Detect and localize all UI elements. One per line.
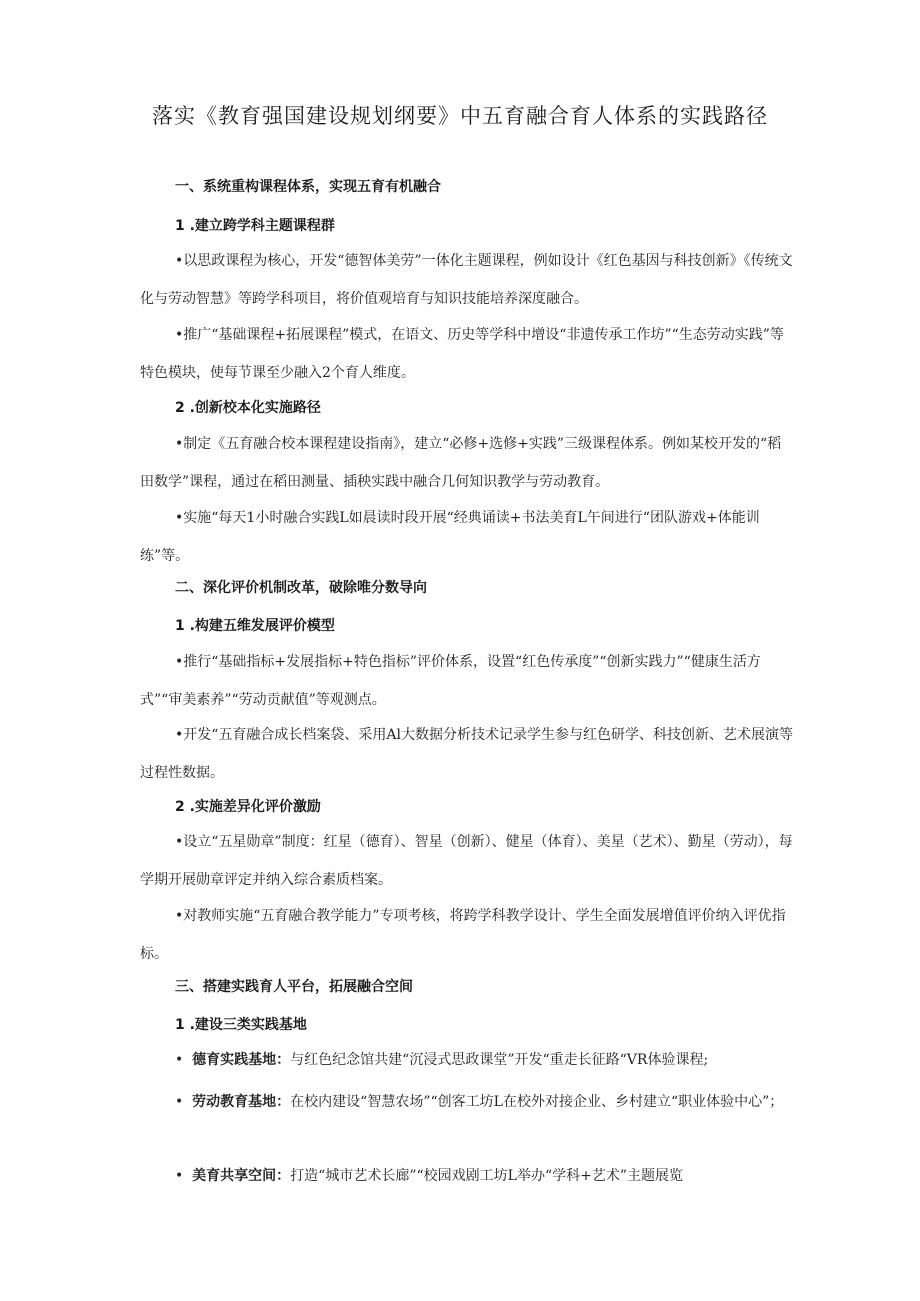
section-2-para-1: •推行“基础指标+发展指标+特色指标”评价体系，设置“红色传承度”“创新实践力”“健康生活方式”“审美素养”“劳动贡献值”等观测点。 <box>140 654 761 708</box>
bullet-label: 美育共享空间： <box>192 1168 291 1184</box>
document-title: 落实《教育强国建设规划纲要》中五育融合育人体系的实践路径 <box>152 104 768 128</box>
bullet-label: 劳动教育基地： <box>192 1094 291 1110</box>
section-3-heading: 三、搭建实践育人平台，拓展融合空间 <box>175 979 413 995</box>
bullet-dot: • <box>175 1168 193 1184</box>
bullet-art-space <box>175 1165 795 1185</box>
section-2-para-3: •设立“五星勋章”制度：红星（德育）、智星（创新）、健星（体育）、美星（艺术）、勤星（劳动），每学期开展勋章评定并纳入综合素质档案。 <box>140 834 793 888</box>
section-2-para-2: •开发“五育融合成长档案袋、采用Al大数据分析技术记录学生参与红色研学、科技创新、艺术展演等过程性数据。 <box>140 727 794 781</box>
bullet-labor-base <box>140 1083 795 1121</box>
bullet-dot: • <box>175 1052 193 1068</box>
section-1-para-3: •制定《五育融合校本课程建设指南》，建立“必修+选修+实践”三级课程体系。例如某校开发的“稻田数学”课程，通过在稻田测量、插秧实践中融合几何知识教学与劳动教育。 <box>140 436 782 490</box>
bullet-text: 打造“城市艺术长廊”“校园戏剧工坊L举办“学科+艺术”主题展览 <box>290 1168 683 1184</box>
bullet-text: 在校内建设“智慧农场”“创客工坊L在校外对接企业、乡村建立“职业体验中心”； <box>290 1094 784 1110</box>
bullet-dot: • <box>175 1094 193 1110</box>
section-2-heading: 二、深化评价机制改革，破除唯分数导向 <box>175 580 427 596</box>
bullet-text: 与红色纪念馆共建“沉浸式思政课堂”开发“重走长征路“VR体验课程; <box>290 1052 709 1068</box>
section-1-para-4: •实施“每天1小时融合实践L如晨读时段开展“经典诵读+书法美育L午间进行“团队游戏+体能训练”等。 <box>140 510 760 564</box>
section-2-sub-2: 2 .实施差异化评价激励 <box>175 799 321 815</box>
section-1-sub-2: 2 .创新校本化实施路径 <box>175 400 321 416</box>
bullet-moral-base <box>175 1049 795 1069</box>
section-1-para-2: •推广“基础课程+拓展课程”模式，在语文、历史等学科中增设“非遗传承工作坊”“生态劳动实践”等特色模块，使每节课至少融入2个育人维度。 <box>140 327 784 381</box>
section-3-sub-1: 1 .建设三类实践基地 <box>175 1017 307 1033</box>
section-1-heading: 一、系统重构课程体系，实现五育有机融合 <box>175 179 441 195</box>
section-1-sub-1: 1 .建立跨学科主题课程群 <box>175 218 335 234</box>
section-2-sub-1: 1 .构建五维发展评价模型 <box>175 618 335 634</box>
section-1-para-1: •以思政课程为核心，开发“德智体美劳”一体化主题课程，例如设计《红色基因与科技创新》《传统文化与劳动智慧》等跨学科项目，将价值观培育与知识技能培养深度融合。 <box>140 253 793 307</box>
section-2-para-4: •对教师实施“五育融合教学能力”专项考核，将跨学科教学设计、学生全面发展增值评价纳入评优指标。 <box>140 908 786 962</box>
bullet-label: 德育实践基地： <box>192 1052 291 1068</box>
